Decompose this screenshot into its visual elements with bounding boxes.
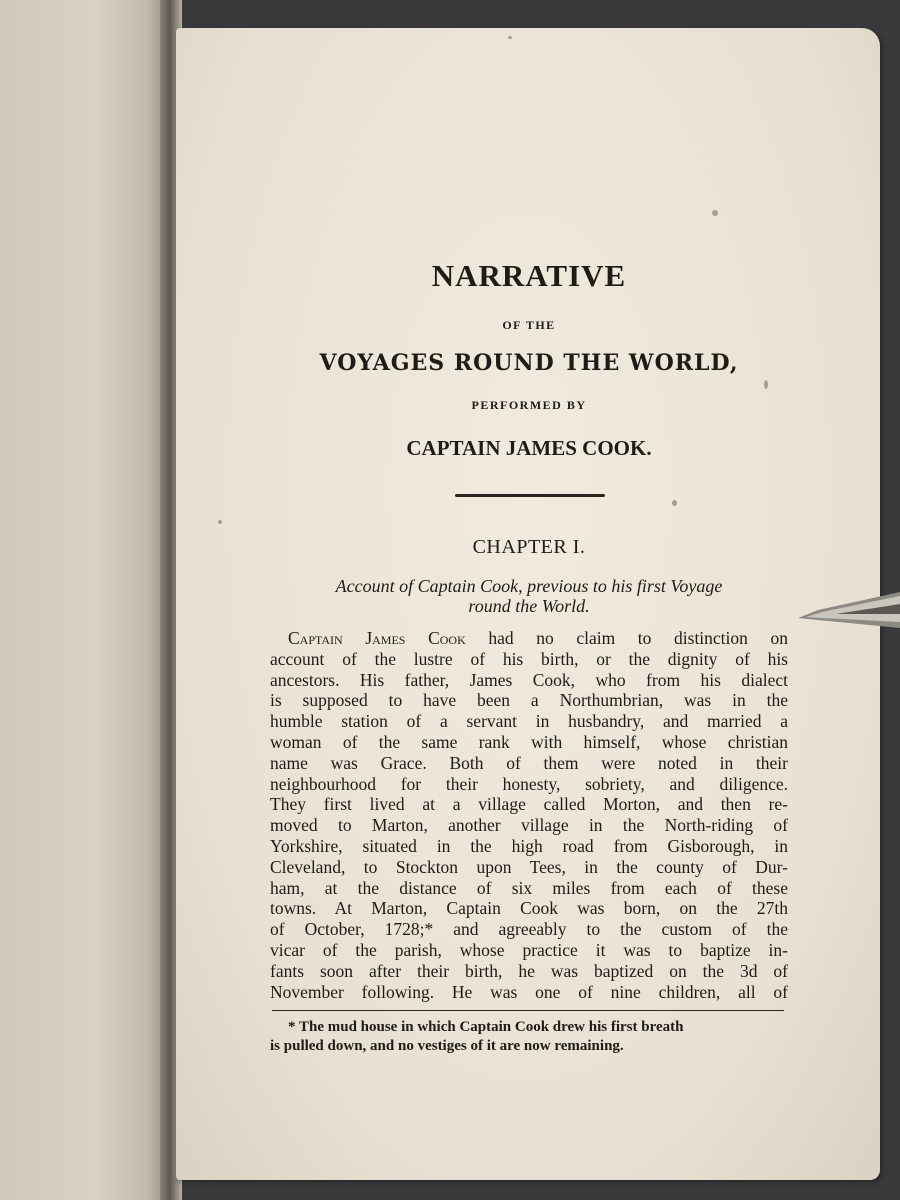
chapter-subtitle-line: round the World. xyxy=(468,596,590,616)
book-title: NARRATIVE xyxy=(431,258,627,293)
body-line: Cleveland, to Stockton upon Tees, in the county of Dur- xyxy=(270,856,788,877)
body-line: of October, 1728;* and agreeably to the custom of the xyxy=(270,919,788,940)
body-line: is supposed to have been a Northumbrian, was in the xyxy=(270,690,788,711)
body-line: name was Grace. Both of them were noted in their xyxy=(270,752,788,773)
page-clip-icon xyxy=(796,588,900,632)
body-line: They first lived at a village called Morton, and then re- xyxy=(270,794,788,815)
body-line: neighbourhood for their honesty, sobriety, and diligence. xyxy=(270,773,788,794)
foxing-spot xyxy=(712,210,718,216)
footnote xyxy=(270,1018,788,1056)
body-line: towns. At Marton, Captain Cook was born, on the 27th xyxy=(270,898,788,919)
body-line: ham, at the distance of six miles from each of these xyxy=(270,877,788,898)
of-the-line: OF THE xyxy=(502,318,556,332)
body-paragraph xyxy=(270,628,788,1002)
foxing-spot xyxy=(508,36,512,39)
foxing-spot xyxy=(764,380,768,389)
footnote-rule xyxy=(272,1010,784,1011)
foxing-spot xyxy=(672,500,677,506)
body-line: woman of the same rank with himself, whose christian xyxy=(270,731,788,752)
body-line xyxy=(270,628,788,649)
performed-by-line: PERFORMED BY xyxy=(471,398,587,412)
left-page xyxy=(0,0,172,1200)
author-name: CAPTAIN JAMES COOK. xyxy=(406,436,652,460)
footnote-line: is pulled down, and no vestiges of it are now remaining. xyxy=(270,1038,624,1054)
chapter-heading: CHAPTER I. xyxy=(472,536,586,558)
lead-name: Captain James Cook xyxy=(288,628,466,648)
main-title: VOYAGES ROUND THE WORLD, xyxy=(319,350,739,376)
chapter-subtitle xyxy=(270,576,788,616)
body-line: humble station of a servant in husbandry, and married a xyxy=(270,711,788,732)
body-line-text: had no claim to distinction on xyxy=(465,628,789,648)
title-divider xyxy=(455,494,605,497)
body-line: November following. He was one of nine children, all of xyxy=(270,981,788,1002)
chapter-subtitle-line: Account of Captain Cook, previous to his first Voyage xyxy=(335,576,723,596)
body-line: vicar of the parish, whose practice it was to baptize in- xyxy=(270,939,788,960)
footnote-line: * The mud house in which Captain Cook drew his first breath xyxy=(288,1019,684,1035)
body-line: ancestors. His father, James Cook, who from his dialect xyxy=(270,669,788,690)
body-line: account of the lustre of his birth, or the dignity of his xyxy=(270,648,788,669)
body-line: Yorkshire, situated in the high road from Gisborough, in xyxy=(270,835,788,856)
body-line: fants soon after their birth, he was baptized on the 3d of xyxy=(270,960,788,981)
foxing-spot xyxy=(218,520,222,524)
body-line: moved to Marton, another village in the North-riding of xyxy=(270,815,788,836)
